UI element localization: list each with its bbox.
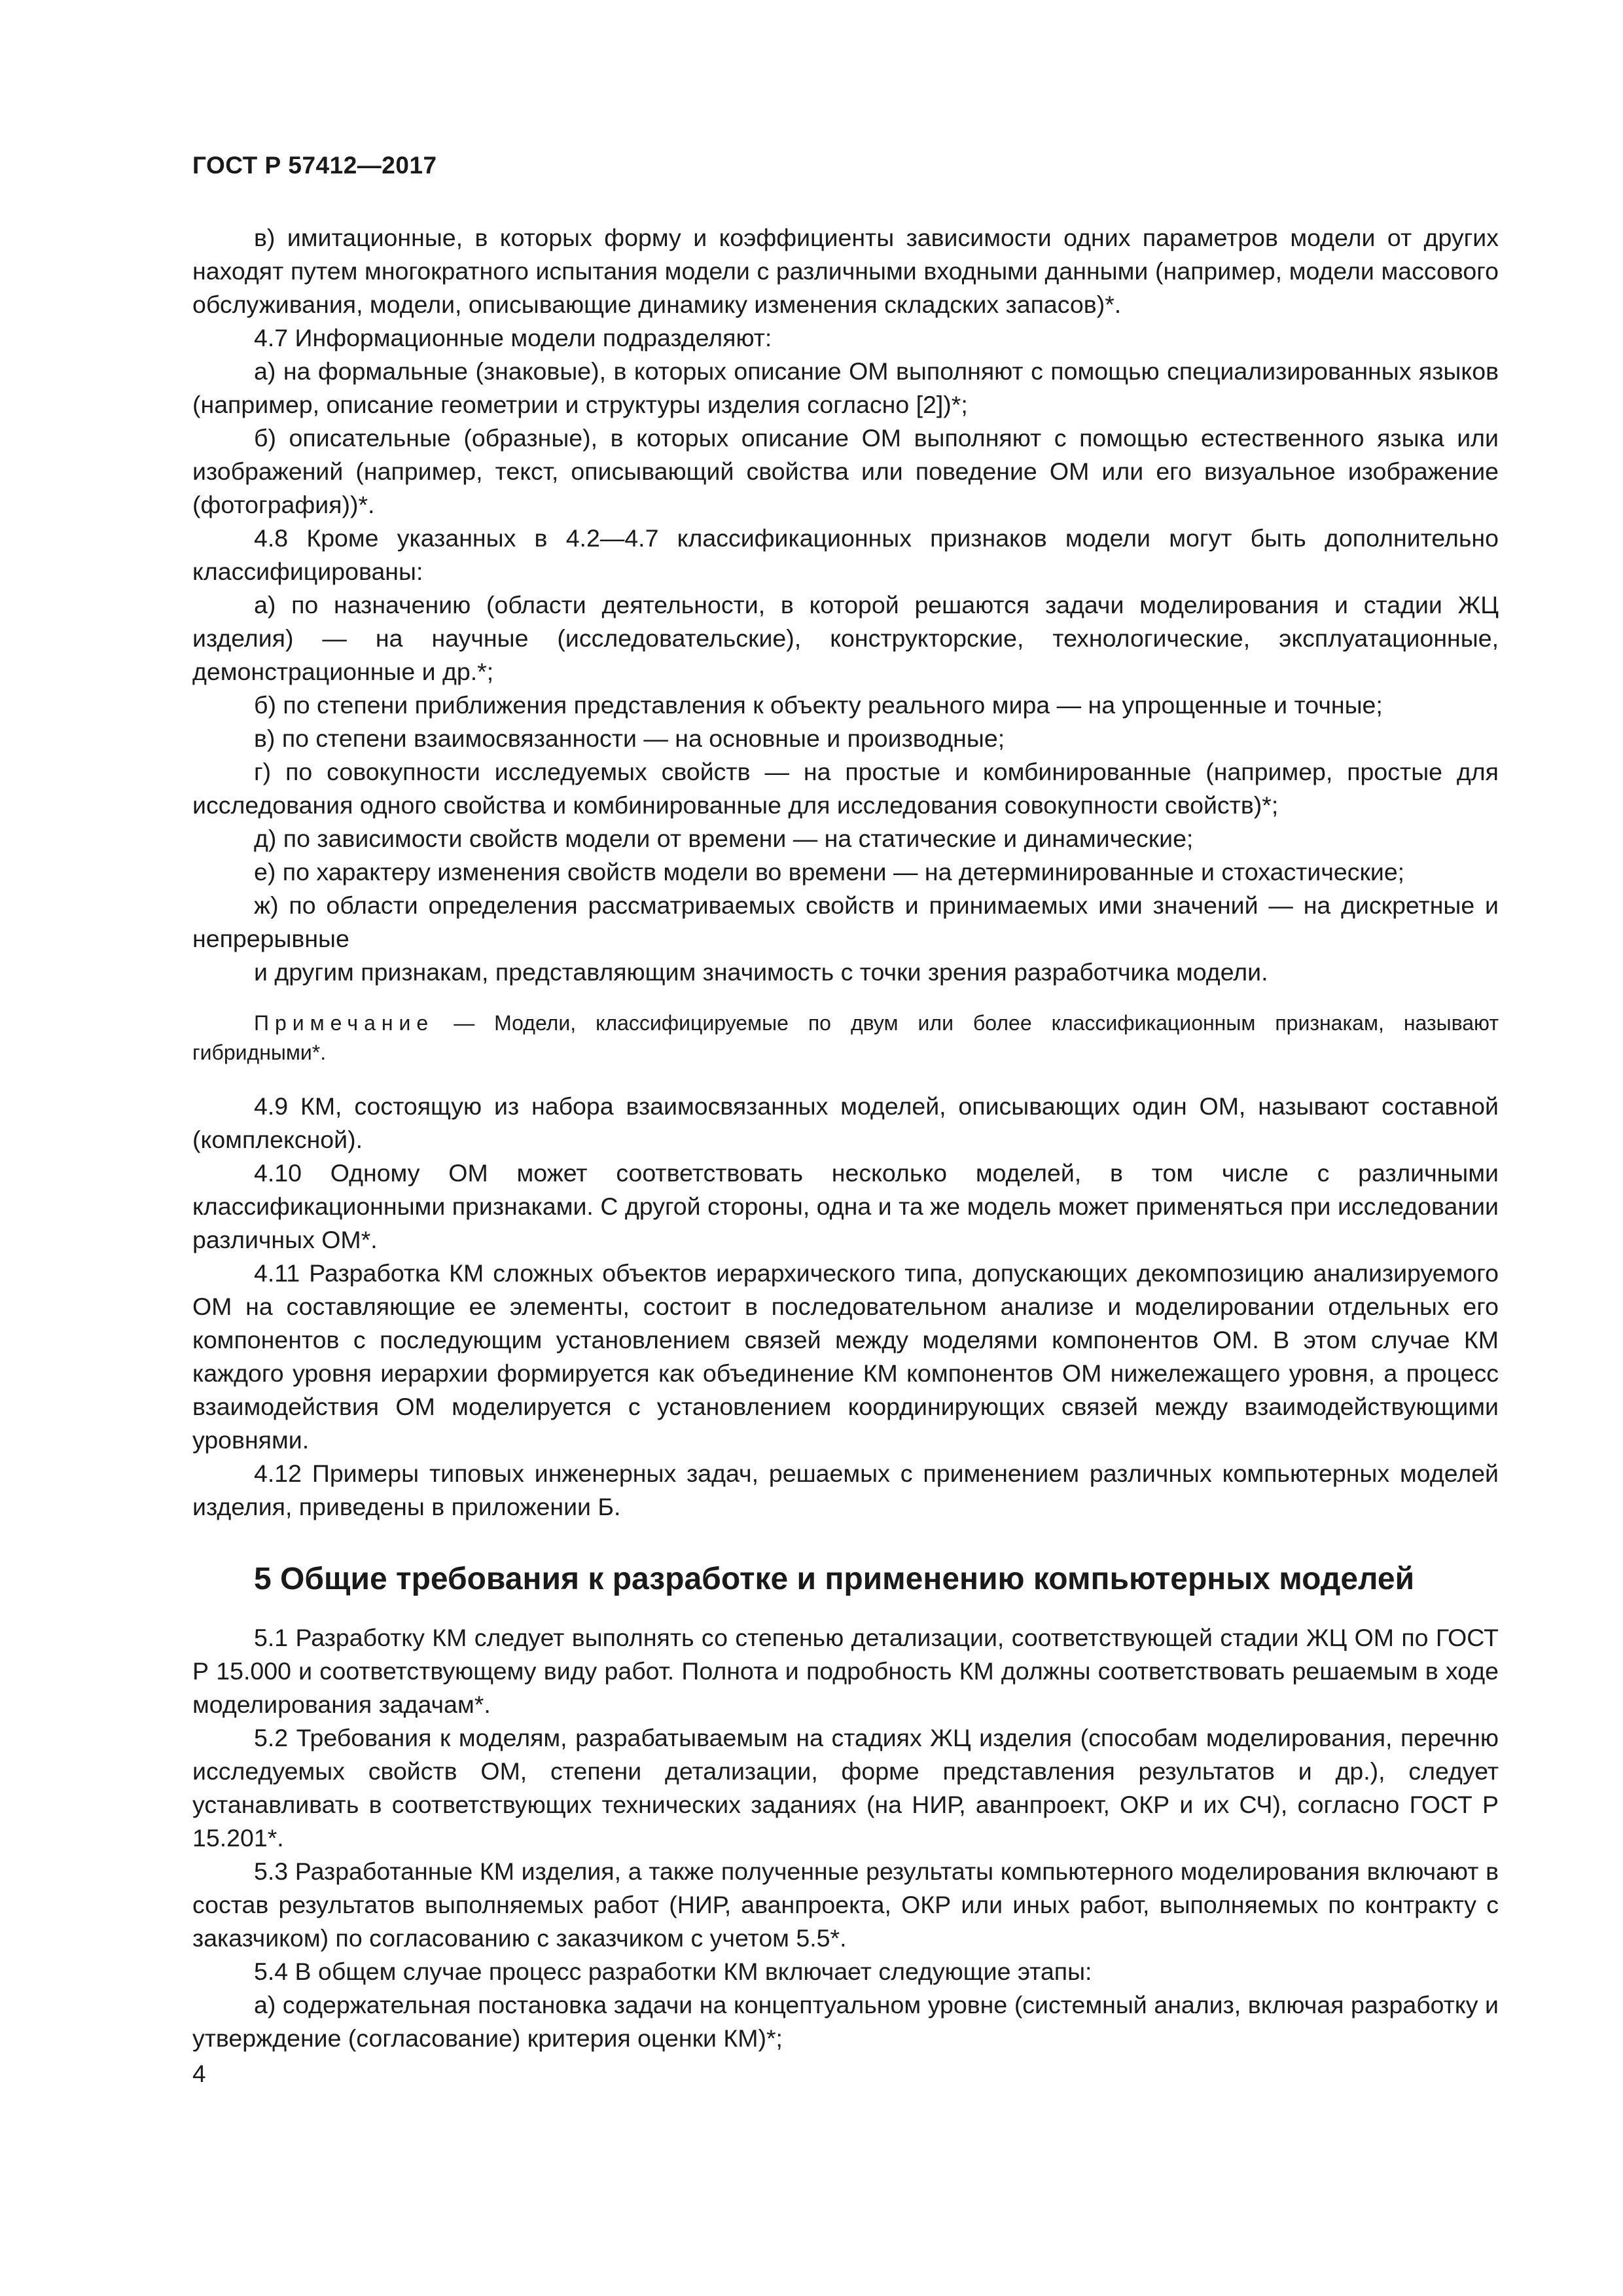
paragraph-4-7-a: а) на формальные (знаковые), в которых описание ОМ выполняют с помощью специализированных языков (например, описание геометрии и структуры изделия согласно [2])*; bbox=[192, 357, 1499, 418]
paragraph-4-8-a: а) по назначению (области деятельности, в которой решаются задачи моделирования и стадии ЖЦ изделия) — на научные (исследовательские), конструкторские, технологические, эксплуатационные, демонстрационные и др.*; bbox=[192, 591, 1499, 685]
paragraph-5-2: 5.2 Требования к моделям, разрабатываемым на стадиях ЖЦ изделия (способам моделирования, перечню исследуемых свойств ОМ, степени детализации, форме представления результатов и др.), следует устанавливать в соответствующих технических заданиях (на НИР, аванпроект, ОКР и их СЧ), согласно ГОСТ Р 15.201*. bbox=[192, 1724, 1499, 1852]
paragraph-4-8-b: б) по степени приближения представления к объекту реального мира — на упрощенные и точные; bbox=[254, 691, 1383, 719]
paragraph-4-8-d: д) по зависимости свойств модели от времени — на статические и динамические; bbox=[254, 825, 1194, 852]
paragraph-5-1: 5.1 Разработку КМ следует выполнять со степенью детализации, соответствующей стадии ЖЦ ОМ по ГОСТ Р 15.000 и соответствующему виду работ. Полнота и подробность КМ должны соответствовать решаемым в ходе моделирования задачам*. bbox=[192, 1624, 1499, 1718]
paragraph-4-10: 4.10 Одному ОМ может соответствовать несколько моделей, в том числе с различными классификационными признаками. С другой стороны, одна и та же модель может применяться при исследовании различных ОМ*. bbox=[192, 1159, 1499, 1253]
paragraph-4-6-v: в) имитационные, в которых форму и коэффициенты зависимости одних параметров модели от других находят путем многократного испытания модели с различными входными данными (например, модели массового обслуживания, модели, описывающие динамику изменения складских запасов)*. bbox=[192, 224, 1499, 318]
paragraph-5-4-a: а) содержательная постановка задачи на концептуальном уровне (системный анализ, включая разработку и утверждение (согласование) критерия оценки КМ)*; bbox=[192, 1991, 1499, 2052]
note-label: Примечание bbox=[254, 1011, 435, 1035]
page-number: 4 bbox=[192, 2060, 206, 2087]
paragraph-4-7: 4.7 Информационные модели подразделяют: bbox=[254, 324, 772, 351]
document-header: ГОСТ Р 57412—2017 bbox=[192, 152, 437, 179]
paragraph-4-11: 4.11 Разработка КМ сложных объектов иерархического типа, допускающих декомпозицию анализируемого ОМ на составляющие ее элементы, состоит в последовательном анализе и моделировании отдельных его компонентов с последующим установлением связей между моделями компонентов ОМ. В этом случае КМ каждого уровня иерархии формируется как объединение КМ компонентов ОМ нижележащего уровня, а процесс взаимодействия ОМ моделируется с установлением координирующих связей между взаимодействующими уровнями. bbox=[192, 1259, 1499, 1454]
note bbox=[192, 1009, 1499, 1067]
paragraph-4-8: 4.8 Кроме указанных в 4.2—4.7 классификационных признаков модели могут быть дополнительно классифицированы: bbox=[192, 524, 1499, 585]
paragraph-4-8-other: и другим признакам, представляющим значимость с точки зрения разработчика модели. bbox=[254, 958, 1268, 986]
page-content bbox=[192, 221, 1499, 2055]
section-5-heading: 5 Общие требования к разработке и применению компьютерных моделей bbox=[254, 1562, 1415, 1596]
paragraph-5-3: 5.3 Разработанные КМ изделия, а также полученные результаты компьютерного моделирования включают в состав результатов выполняемых работ (НИР, аванпроекта, ОКР или иных работ, выполняемых по контракту с заказчиком) по согласованию с заказчиком с учетом 5.5*. bbox=[192, 1857, 1499, 1952]
paragraph-4-7-b: б) описательные (образные), в которых описание ОМ выполняют с помощью естественного языка или изображений (например, текст, описывающий свойства или поведение ОМ или его визуальное изображение (фотография))*. bbox=[192, 424, 1499, 518]
paragraph-4-8-zh: ж) по области определения рассматриваемых свойств и принимаемых ими значений — на дискретные и непрерывные bbox=[192, 891, 1499, 952]
paragraph-4-8-v: в) по степени взаимосвязанности — на основные и производные; bbox=[254, 725, 1005, 752]
note-text: — Модели, классифицируемые по двум или более классификационным признакам, называют гибридными*. bbox=[192, 1011, 1499, 1064]
paragraph-4-8-g: г) по совокупности исследуемых свойств — на простые и комбинированные (например, простые для исследования одного свойства и комбинированные для исследования совокупности свойств)*; bbox=[192, 758, 1499, 819]
paragraph-4-8-e: е) по характеру изменения свойств модели во времени — на детерминированные и стохастические; bbox=[254, 858, 1405, 886]
paragraph-4-9: 4.9 КМ, состоящую из набора взаимосвязанных моделей, описывающих один ОМ, называют составной (комплексной). bbox=[192, 1092, 1499, 1153]
paragraph-5-4: 5.4 В общем случае процесс разработки КМ включает следующие этапы: bbox=[254, 1958, 1092, 1985]
paragraph-4-12: 4.12 Примеры типовых инженерных задач, решаемых с применением различных компьютерных моделей изделия, приведены в приложении Б. bbox=[192, 1460, 1499, 1520]
